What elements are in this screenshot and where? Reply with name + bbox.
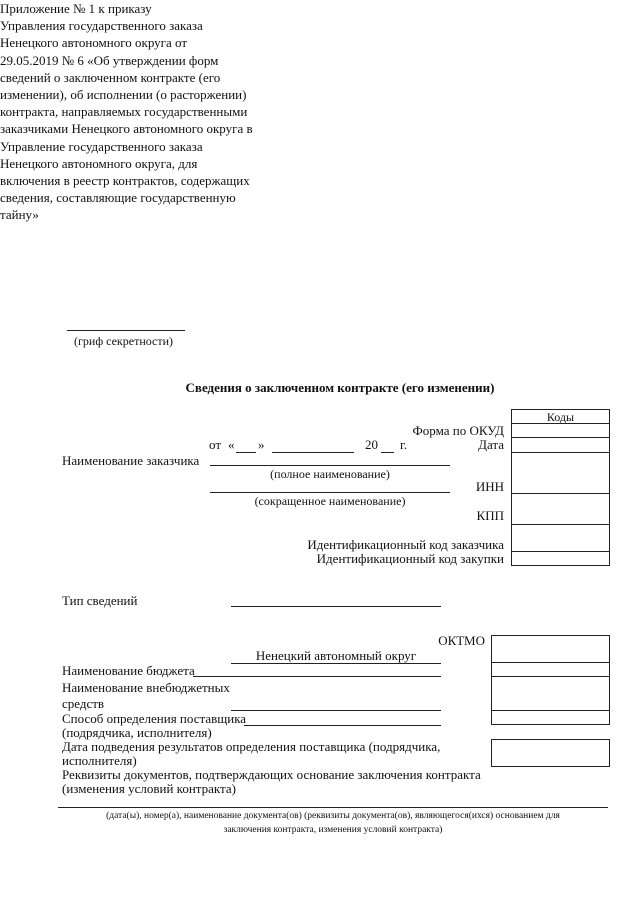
date-close-quote: » [258,437,265,452]
supplier-method-label-line1: Способ определения поставщика [62,711,247,726]
codes-row-divider [511,524,610,525]
info-type-field[interactable] [231,606,441,607]
codes-row-divider [511,493,610,494]
customer-name-label: Наименование заказчика [62,453,200,468]
date-year-suffix: г. [400,437,408,452]
date-month-field[interactable] [272,452,354,453]
appendix-note [0,0,285,224]
appendix-line: 29.05.2019 № 6 «Об утверждении форм [0,52,219,68]
customer-id-code-label: Идентификационный код заказчика [307,537,504,552]
extrabudget-label-line2: средств [62,696,105,711]
codes-header: Коды [546,410,575,424]
budget-name-field[interactable] [193,676,441,677]
date-open-quote: « [228,437,235,452]
customer-short-name-field[interactable] [210,492,450,493]
documents-caption-line1: (дата(ы), номер(а), наименование документа(ов) (реквизиты документа(ов), являющегося(ихся) основанием для [106,811,560,821]
budget-name-label: Наименование бюджета [62,663,195,678]
oktmo-row-divider [491,710,610,711]
codes-row-divider [511,452,610,453]
region-value: Ненецкий автономный округ [255,648,417,663]
secrecy-caption: (гриф секретности) [74,334,174,348]
appendix-line: тайну» [0,207,39,223]
kpp-label: КПП [476,508,504,523]
appendix-line: Управление государственного заказа [0,138,203,154]
codes-row-divider [511,437,610,438]
oktmo-label: ОКТМО [438,633,485,648]
results-date-label-line1: Дата подведения результатов определения поставщика (подрядчика, [62,739,441,754]
date-year-prefix: 20 [365,437,378,452]
okud-label: Форма по ОКУД [412,423,504,438]
appendix-line: Управления государственного заказа [0,18,203,34]
supplier-method-field[interactable] [244,725,441,726]
extrabudget-label-line1: Наименование внебюджетных [62,680,230,695]
appendix-line: сведения, составляющие государственную [0,190,236,206]
date-day-field[interactable] [236,452,256,453]
results-date-box[interactable] [491,739,610,767]
short-name-caption: (сокращенное наименование) [254,494,406,508]
full-name-caption: (полное наименование) [270,467,390,481]
page-title: Сведения о заключенном контракте (его изменении) [185,380,495,395]
supplier-method-label-line2: (подрядчика, исполнителя) [62,725,212,740]
appendix-line: Ненецкого автономного округа, для [0,155,198,171]
appendix-line: контракта, направляемых государственными [0,104,248,120]
documents-label-line1: Реквизиты документов, подтверждающих основание заключения контракта [62,767,481,782]
documents-label-line2: (изменения условий контракта) [62,781,236,796]
appendix-line: заказчиками Ненецкого автономного округа в [0,121,253,137]
customer-full-name-field[interactable] [210,465,450,466]
appendix-line: сведений о заключенном контракте (его [0,69,221,85]
codes-row-divider [511,551,610,552]
appendix-line: изменении), об исполнении (о расторжении) [0,87,247,103]
date-prefix: от [209,437,222,452]
oktmo-codes-table [491,635,610,725]
results-date-label-line2: исполнителя) [62,753,137,768]
info-type-label: Тип сведений [62,593,138,608]
appendix-line: Приложение № 1 к приказу [0,1,152,16]
date-year-field[interactable] [381,452,394,453]
codes-table [511,409,610,566]
secrecy-stamp-line[interactable] [67,330,185,331]
codes-row-divider [511,423,610,424]
appendix-line: Ненецкого автономного округа от [0,35,188,51]
inn-label: ИНН [475,479,504,494]
documents-field[interactable] [58,807,608,808]
documents-caption-line2: заключения контракта, изменения условий контракта) [223,825,443,835]
date-label: Дата [478,437,504,452]
oktmo-row-divider [491,662,610,663]
appendix-line: включения в реестр контрактов, содержащих [0,173,250,189]
extrabudget-field[interactable] [231,710,441,711]
purchase-id-code-label: Идентификационный код закупки [316,551,504,566]
oktmo-row-divider [491,676,610,677]
region-field[interactable] [231,663,441,664]
